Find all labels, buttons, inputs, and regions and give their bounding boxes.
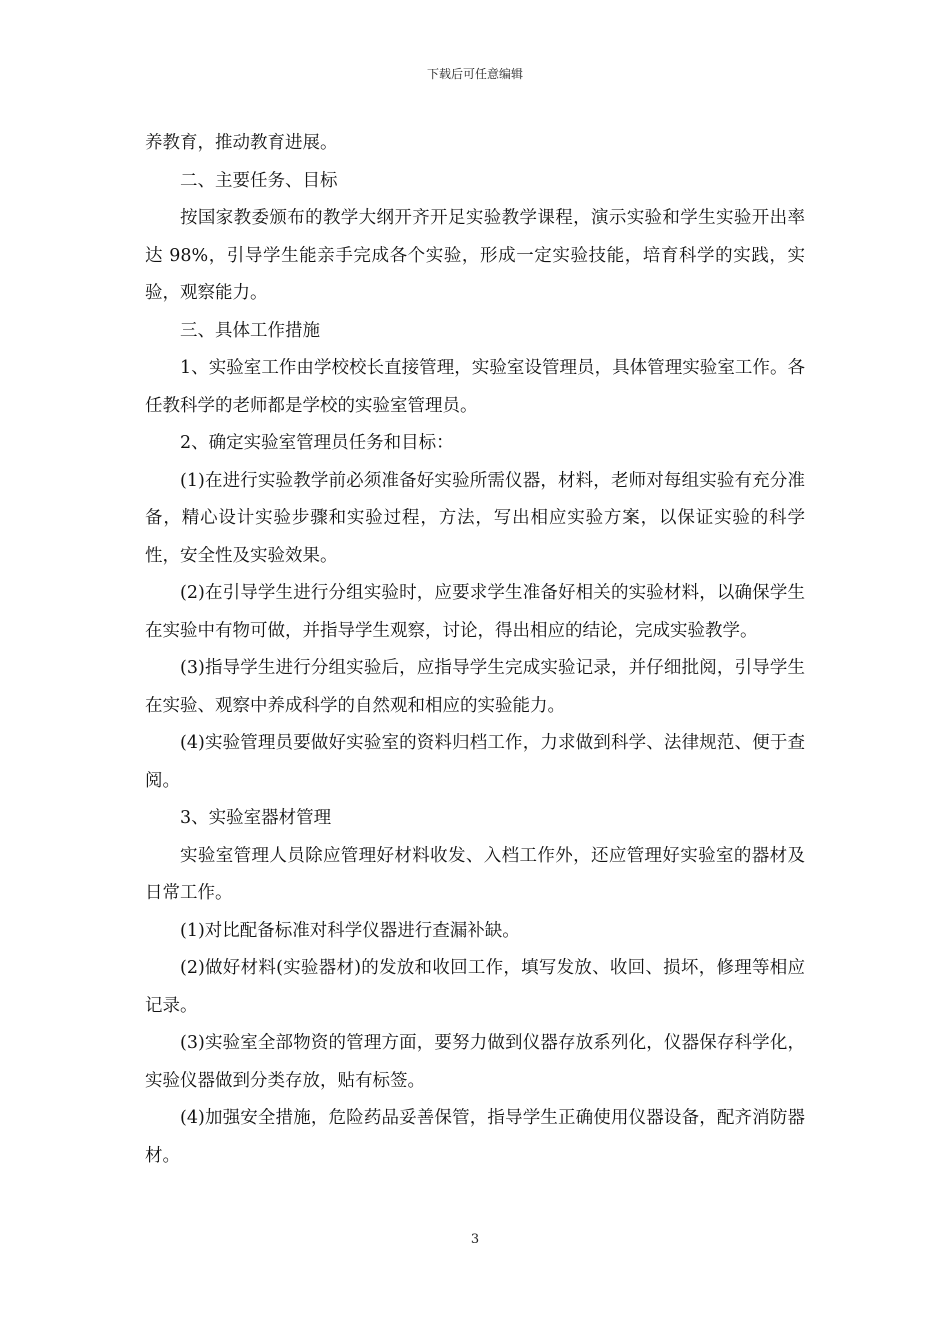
paragraph-continuation: 养教育，推动教育进展。 xyxy=(145,133,338,153)
list-item-3-2: (2)做好材料(实验器材)的发放和收回工作，填写发放、收回、损坏，修理等相应记录。 xyxy=(145,958,805,1016)
list-item-2-4: (4)实验管理员要做好实验室的资料归档工作，力求做到科学、法律规范、便于查阅。 xyxy=(145,733,805,791)
list-item-3-1: (1)对比配备标准对科学仪器进行查漏补缺。 xyxy=(180,920,520,941)
list-item-2-3: (3)指导学生进行分组实验后，应指导学生完成实验记录，并仔细批阅，引导学生在实验、观察中养成科学的自然观和相应的实验能力。 xyxy=(145,658,805,716)
document-body xyxy=(145,125,805,1175)
section-heading-measures: 三、具体工作措施 xyxy=(180,320,320,341)
paragraph-tasks-body: 按国家教委颁布的教学大纲开齐开足实验教学课程，演示实验和学生实验开出率达 98%，引导学生能亲手完成各个实验，形成一定实验技能，培育科学的实践，实验，观察能力。 xyxy=(145,208,805,303)
page-number: 3 xyxy=(470,1232,480,1247)
list-item-3-3: (3)实验室全部物资的管理方面，要努力做到仪器存放系列化，仪器保存科学化，实验仪器做到分类存放，贴有标签。 xyxy=(145,1033,805,1091)
paragraph-measure-2: 2、确定实验室管理员任务和目标： xyxy=(180,433,454,453)
paragraph-measure-1: 1、实验室工作由学校校长直接管理，实验室设管理员，具体管理实验室工作。各任教科学的老师都是学校的实验室管理员。 xyxy=(145,358,805,416)
list-item-3-4: (4)加强安全措施，危险药品妥善保管，指导学生正确使用仪器设备，配齐消防器材。 xyxy=(145,1108,805,1166)
list-item-2-1: (1)在进行实验教学前必须准备好实验所需仪器，材料，老师对每组实验有充分准备，精心设计实验步骤和实验过程，方法，写出相应实验方案，以保证实验的科学性，安全性及实验效果。 xyxy=(145,470,805,566)
section-heading-tasks: 二、主要任务、目标 xyxy=(180,170,338,191)
page-header: 下载后可任意编辑 xyxy=(426,67,523,81)
paragraph-equipment-body: 实验室管理人员除应管理好材料收发、入档工作外，还应管理好实验室的器材及日常工作。 xyxy=(145,845,805,903)
paragraph-measure-3: 3、实验室器材管理 xyxy=(180,808,332,828)
list-item-2-2: (2)在引导学生进行分组实验时，应要求学生准备好相关的实验材料，以确保学生在实验中有物可做，并指导学生观察，讨论，得出相应的结论，完成实验教学。 xyxy=(145,583,805,641)
